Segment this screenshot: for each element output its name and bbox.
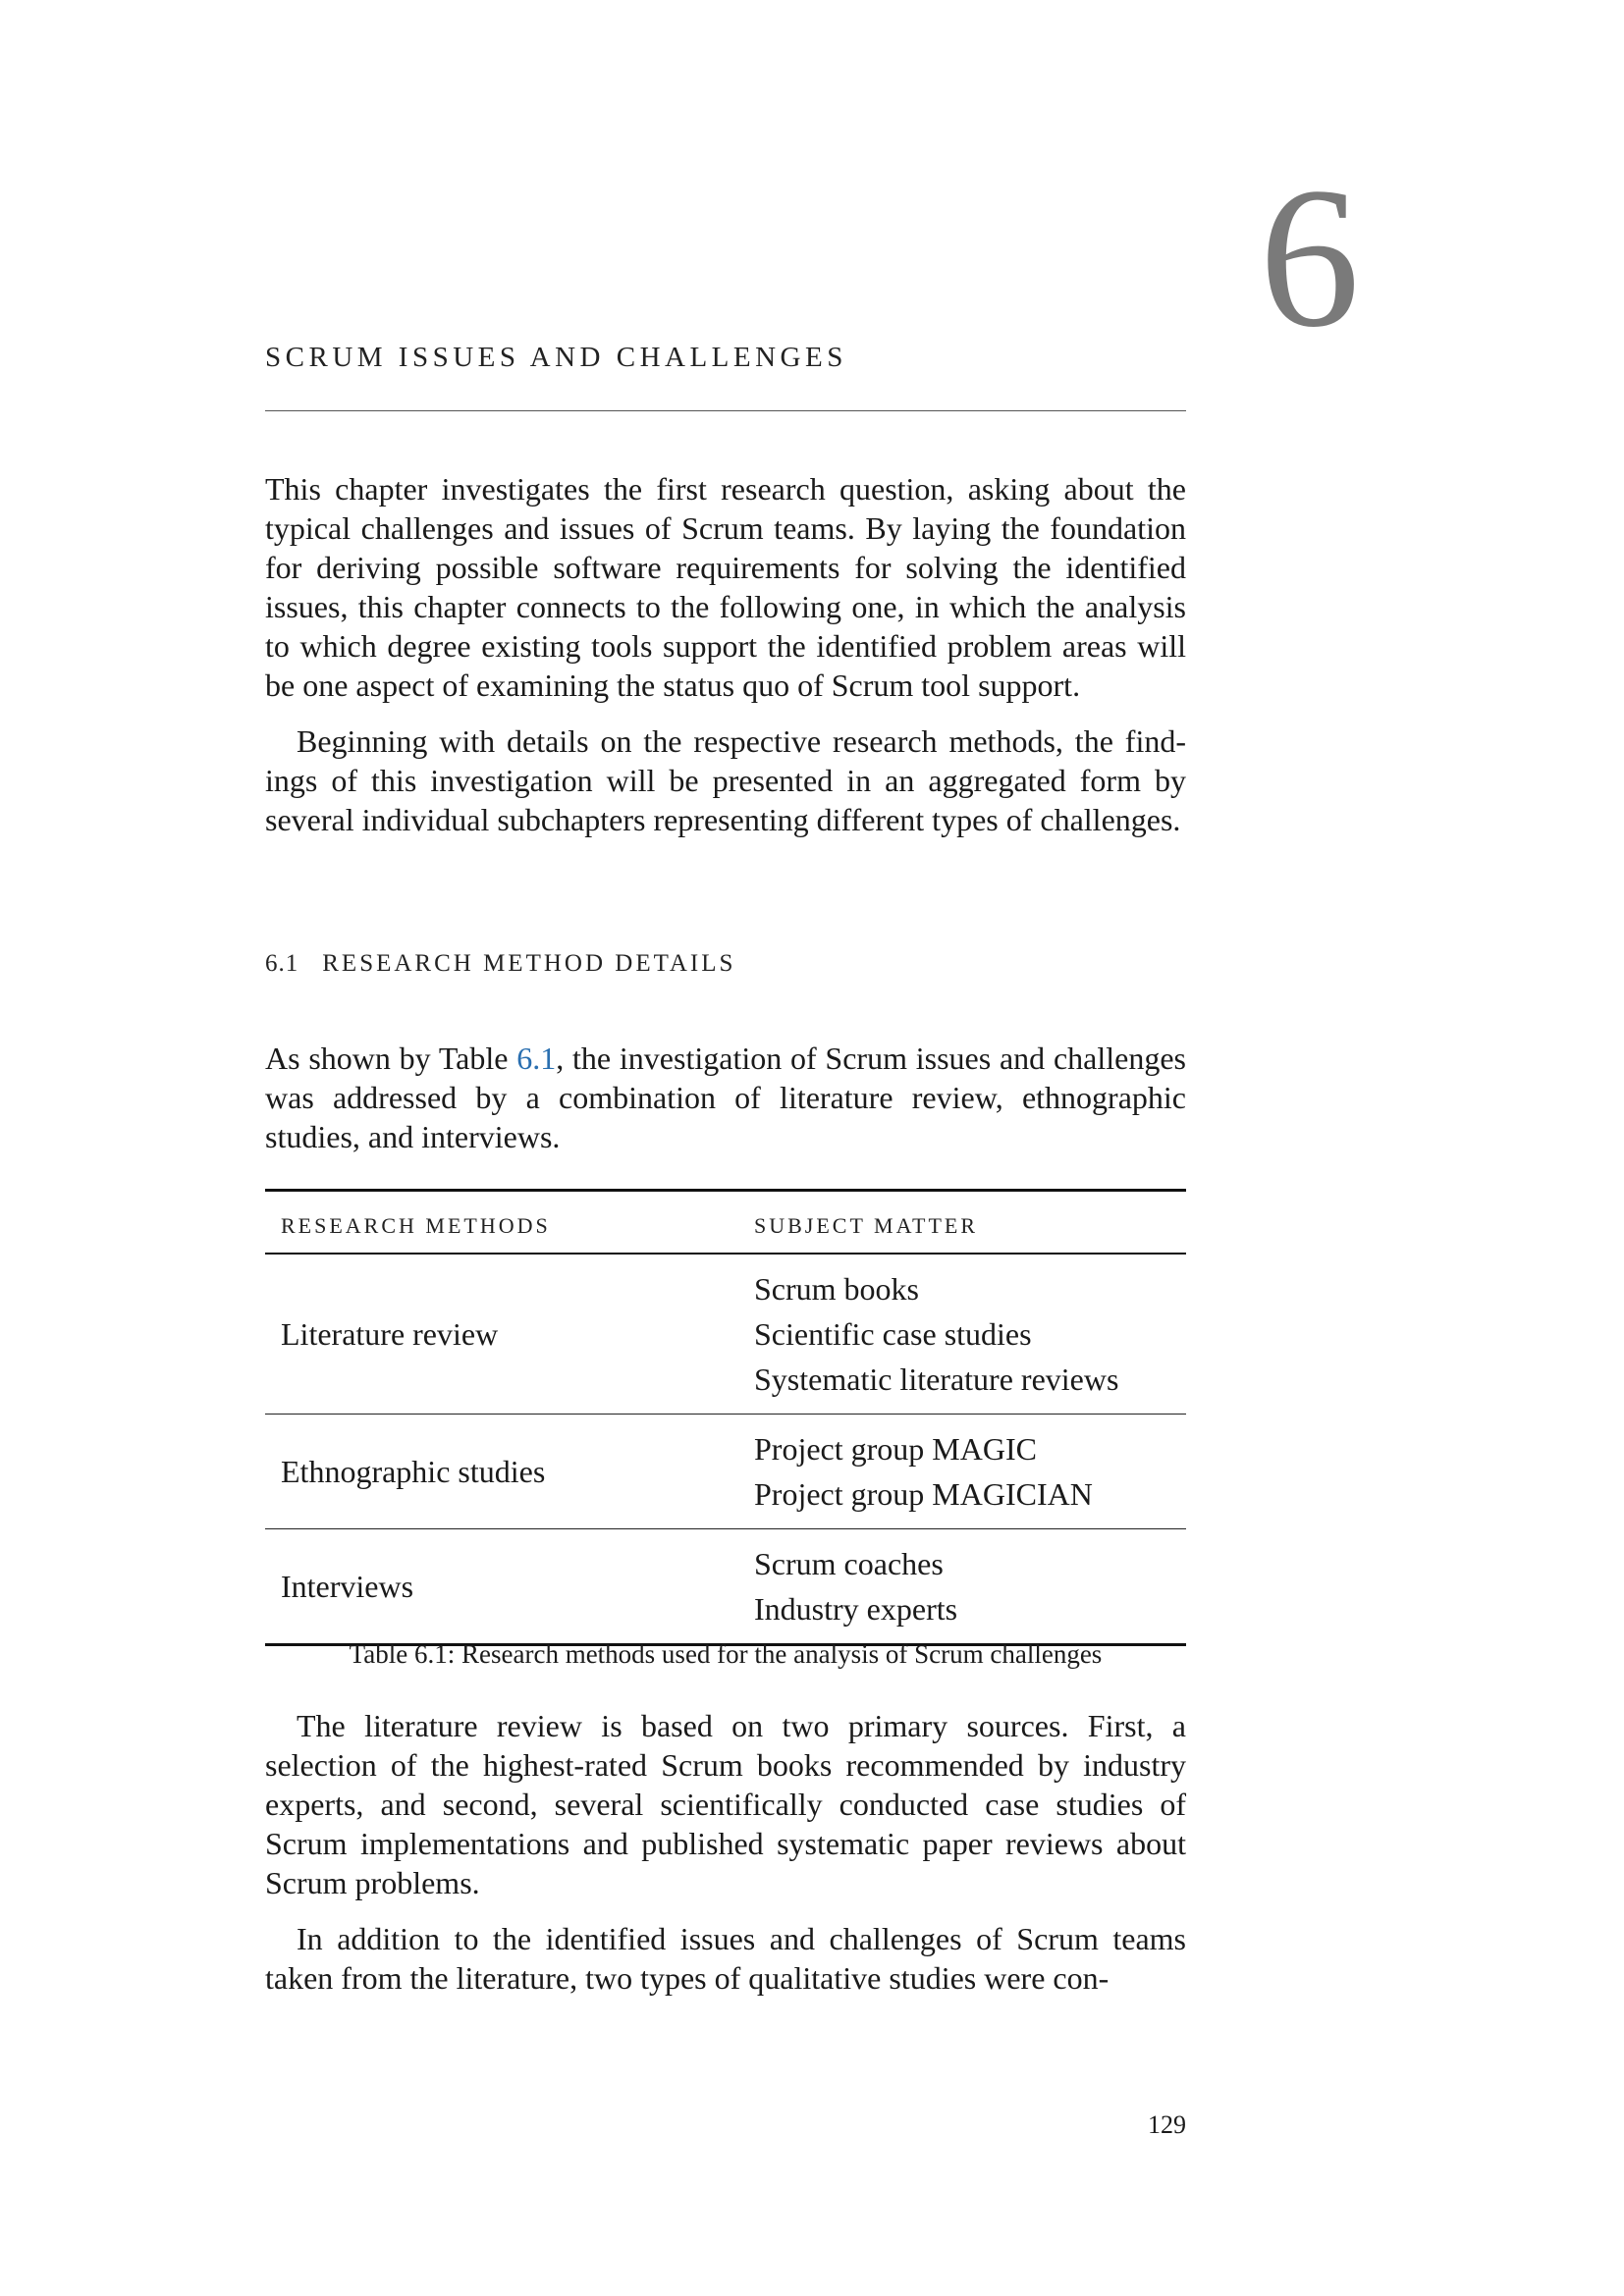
subject-item: Scrum books	[754, 1271, 919, 1307]
page-number: 129	[1148, 2110, 1186, 2139]
intro-paragraph-2: Beginning with details on the respective research methods, the findings of this investigation will be presented in an aggregated form by several individual subchapters representing different types of challenges.	[265, 723, 1186, 837]
method-cell: Literature review	[265, 1254, 740, 1415]
subject-item: Project group MAGICIAN	[754, 1476, 1093, 1512]
table-caption: Table 6.1: Research methods used for the analysis of Scrum challenges	[349, 1639, 1103, 1669]
methods-text-before: As shown by Table	[265, 1041, 517, 1076]
intro-paragraph-1: This chapter investigates the first research question, asking about the typical challenges and issues of Scrum teams. By laying the foundation for deriving possible software requirements for solving the identified issues, this chapter connects to the following one, in which the analysis to which degree existing tools support the identified problem areas will be one aspect of examining the status quo of Scrum tool support.	[265, 471, 1186, 703]
table-row	[265, 1254, 1186, 1415]
subject-cell	[740, 1529, 1186, 1645]
methods-text-after: , the investigation of Scrum issues and challenges was addressed by a combination of literature review, ethnographic studies, and interviews.	[265, 1041, 1187, 1154]
subject-item: Industry experts	[754, 1591, 958, 1627]
section-heading	[265, 950, 735, 978]
section-title: RESEARCH METHOD DETAILS	[322, 950, 736, 977]
subject-cell	[740, 1415, 1186, 1529]
subject-item: Project group MAGIC	[754, 1431, 1037, 1467]
chapter-number: 6	[1259, 146, 1360, 369]
method-cell: Ethnographic studies	[265, 1415, 740, 1529]
addition-paragraph: In addition to the identified issues and challenges of Scrum teams taken from the literature, two types of qualitative studies were con-	[265, 1921, 1186, 1996]
table-row	[265, 1415, 1186, 1529]
subject-item: Scrum coaches	[754, 1546, 944, 1581]
methods-paragraph	[265, 1039, 1186, 1156]
literature-paragraph: The literature review is based on two primary sources. First, a selection of the highest-rated Scrum books recommended by industry experts, and second, several scientifically conducted case studies of Scrum implementations and published systematic paper reviews about Scrum problems.	[265, 1708, 1186, 1900]
research-methods-table	[265, 1189, 1186, 1646]
table-row	[265, 1529, 1186, 1645]
subject-item: Scientific case studies	[754, 1316, 1032, 1352]
table-reference-link[interactable]: 6.1	[516, 1041, 557, 1076]
subject-cell	[740, 1254, 1186, 1415]
header-research-methods: RESEARCH METHODS	[265, 1191, 740, 1255]
chapter-title: SCRUM ISSUES AND CHALLENGES	[265, 342, 847, 373]
method-cell: Interviews	[265, 1529, 740, 1645]
header-subject-matter: SUBJECT MATTER	[740, 1191, 1186, 1255]
section-number: 6.1	[265, 950, 299, 977]
subject-item: Systematic literature reviews	[754, 1362, 1119, 1397]
table-header-row	[265, 1191, 1186, 1255]
chapter-rule	[265, 410, 1186, 411]
